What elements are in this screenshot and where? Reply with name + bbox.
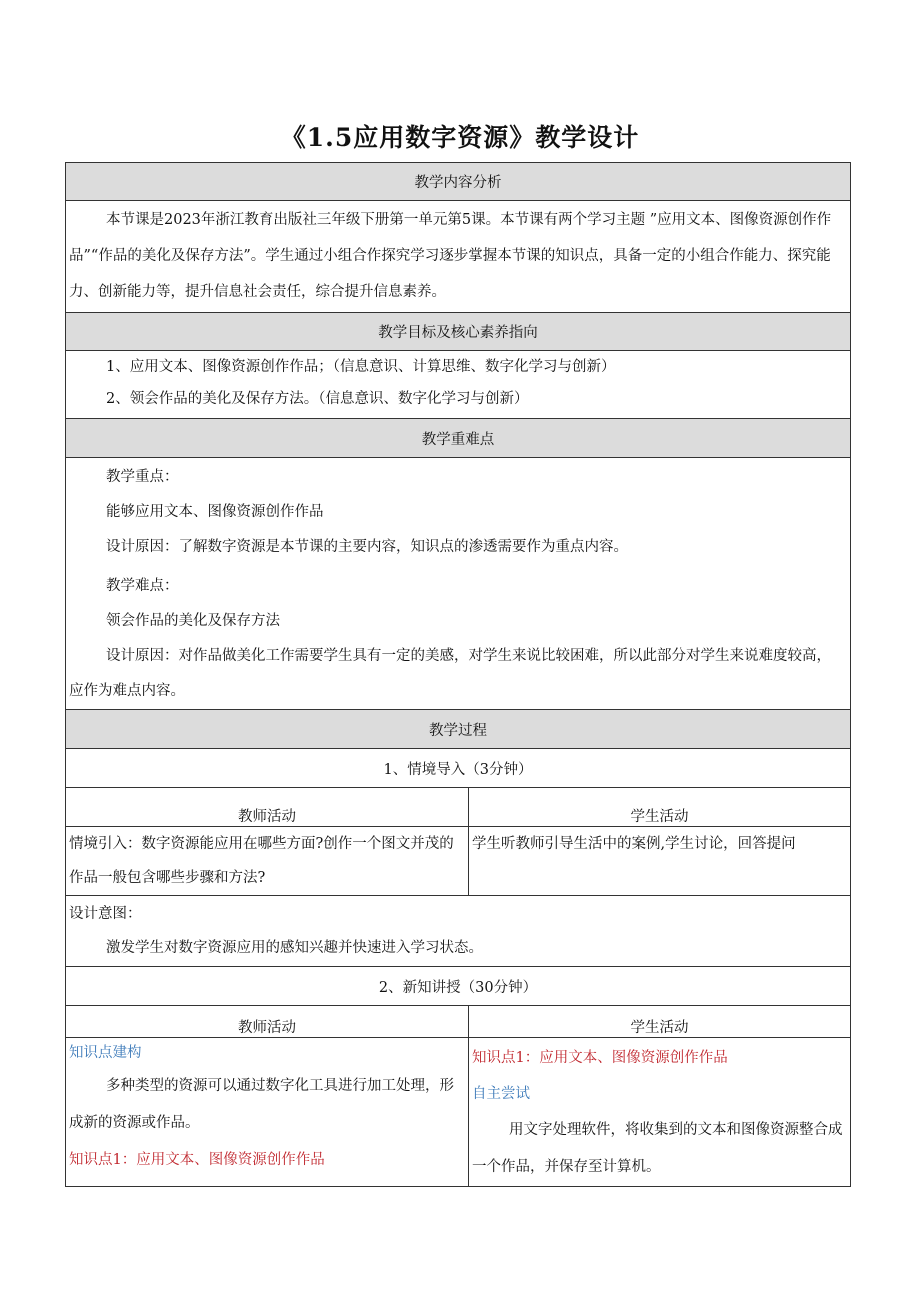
stage1-intent-label: 设计意图： xyxy=(69,906,142,922)
key-points-cell xyxy=(66,458,851,710)
objectives-header: 教学目标及核心素养指向 xyxy=(66,313,851,351)
stage1-teacher-cell xyxy=(66,827,469,896)
objective-item-2: 2、领会作品的美化及保存方法。（信息意识、数字化学习与创新） xyxy=(106,391,529,407)
content-analysis-text: 本节课是2023年浙江教育出版社三年级下册第一单元第5课。本节课有两个学习主题 ”应用文本、图像资源创作作品”“作品的美化及保存方法”。学生通过小组合作探究学习逐步掌握本节课的知识点，具备一定的小组合作能力、探究能力、创新能力等，提升信息社会责任，综合提升信息素养。 xyxy=(69,212,832,300)
stage1-teacher-text: 情境引入：数字资源能应用在哪些方面?创作一个图文并茂的作品一般包含哪些步骤和方法? xyxy=(69,836,454,886)
stage1-teacher-header: 教师活动 xyxy=(66,788,469,827)
objective-item-1: 1、应用文本、图像资源创作作品；（信息意识、计算思维、数字化学习与创新） xyxy=(106,359,616,375)
key-points-header: 教学重难点 xyxy=(66,419,851,458)
stage2-title: 2、新知讲授（30分钟） xyxy=(66,967,851,1006)
stage1-student-cell xyxy=(469,827,851,896)
student-self-try-text: 用文字处理软件，将收集到的文本和图像资源整合成一个作品，并保存至计算机。 xyxy=(472,1122,843,1175)
content-analysis-cell xyxy=(66,201,851,313)
difficulty-label: 教学难点： xyxy=(106,578,179,594)
stage1-student-text: 学生听教师引导生活中的案例,学生讨论，回答提问 xyxy=(472,836,796,852)
stage2-teacher-cell xyxy=(66,1038,469,1187)
student-self-try-label: 自主尝试 xyxy=(472,1086,530,1102)
stage1-student-header: 学生活动 xyxy=(469,788,851,827)
difficulty-text: 领会作品的美化及保存方法 xyxy=(106,613,280,629)
lesson-plan-table xyxy=(65,162,851,1187)
content-analysis-header: 教学内容分析 xyxy=(66,163,851,201)
difficulty-reason: 设计原因：对作品做美化工作需要学生具有一定的美感，对学生来说比较困难，所以此部分对学生来说难度较高，应作为难点内容。 xyxy=(69,648,831,699)
process-header: 教学过程 xyxy=(66,710,851,749)
focus-reason: 设计原因：了解数字资源是本节课的主要内容，知识点的渗透需要作为重点内容。 xyxy=(106,539,628,555)
stage2-student-cell xyxy=(469,1038,851,1187)
focus-label: 教学重点： xyxy=(106,469,179,485)
student-knowledge-point-1: 知识点1：应用文本、图像资源创作作品 xyxy=(472,1050,728,1066)
stage2-student-header: 学生活动 xyxy=(469,1006,851,1038)
stage1-intent-text: 激发学生对数字资源应用的感知兴趣并快速进入学习状态。 xyxy=(106,940,483,956)
stage1-intent-cell xyxy=(66,896,851,967)
stage1-title: 1、情境导入（3分钟） xyxy=(66,749,851,788)
teacher-knowledge-point-1: 知识点1：应用文本、图像资源创作作品 xyxy=(69,1152,325,1168)
objectives-cell xyxy=(66,351,851,419)
document-title: 《1.5应用数字资源》教学设计 xyxy=(280,123,640,152)
stage2-teacher-header: 教师活动 xyxy=(66,1006,469,1038)
teacher-knowledge-construct-label: 知识点建构 xyxy=(69,1045,142,1061)
teacher-knowledge-text: 多种类型的资源可以通过数字化工具进行加工处理，形成新的资源或作品。 xyxy=(69,1078,454,1131)
focus-text: 能够应用文本、图像资源创作作品 xyxy=(106,504,324,520)
